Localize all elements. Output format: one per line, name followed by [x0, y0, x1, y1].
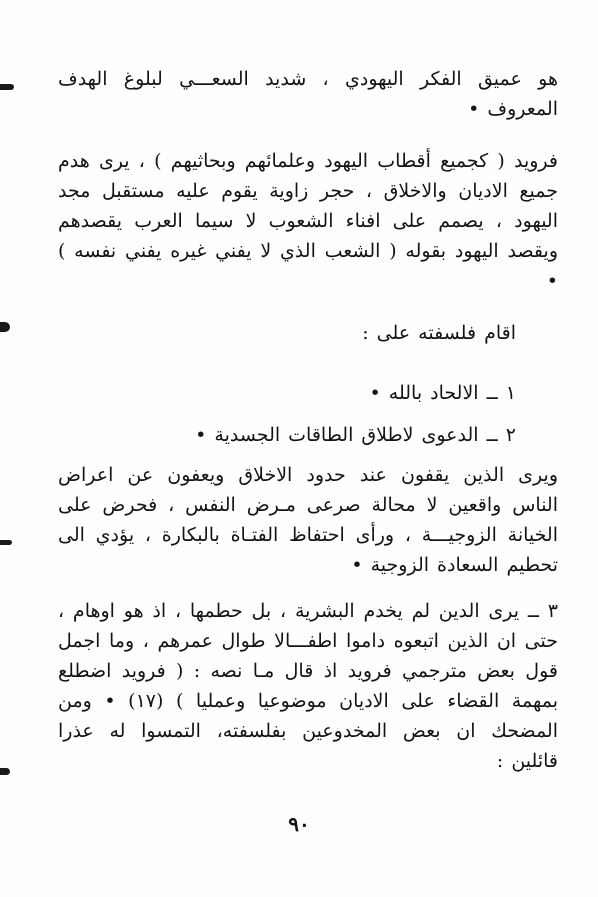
page-edge-mark — [0, 540, 12, 545]
paragraph-religion: ٣ ــ يرى الدين لم يخدم البشرية ، بل حطمها ، اذ هو اوهام ، حتى ان الذين اتبعوه داموا اطفـــالا طوال عمرهم ، وما اجمل قول بعض مترجمي فرويد اذ قال مـا نصه : ( فرويد اضطلع بمهمة القضاء على الاديان موضوعيا وعمليا ) (١٧) • ومن المضحك ان بعض المخدوعين بفلسفته، التمسوا له عذرا قائلين : — [58, 600, 558, 772]
page-edge-mark — [0, 84, 14, 90]
paragraph-philosophy-heading: اقام فلسفته على : — [362, 322, 516, 344]
paragraph-freud-views: فرويد ( كجميع أقطاب اليهود وعلمائهم وبحاثيهم ) ، يرى هدم جميع الاديان والاخلاق ، حجر زاوية يقوم عليه مستقبل مجد اليهود ، يصمم على افناء الشعوب لا سيما العرب يقصدهم ويقصد اليهود بقوله ( الشعب الذي لا يفني غيره يفني نفسه ) • — [58, 150, 558, 292]
list-item-atheism: ١ ــ الالحاد بالله • — [369, 382, 516, 404]
list-item-physical-energies: ٢ ــ الدعوى لاطلاق الطاقات الجسدية • — [195, 424, 516, 446]
page-edge-mark — [0, 322, 10, 332]
page-number: ٩٠ — [288, 812, 310, 836]
paragraph-intro: هو عميق الفكر اليهودي ، شديد السعـــي لبلوغ الهدف المعروف • — [58, 68, 558, 120]
paragraph-morals: ويرى الذين يقفون عند حدود الاخلاق ويعفون عن اعراض الناس واقعين لا محالة صرعى مـرض النفس ، فحرض على الخيانة الزوجيـــة ، ورأى احتفاظ الفتـاة بالبكارة ، يؤدي الى تحطيم السعادة الزوجية • — [58, 464, 558, 576]
page-edge-mark — [0, 768, 10, 775]
